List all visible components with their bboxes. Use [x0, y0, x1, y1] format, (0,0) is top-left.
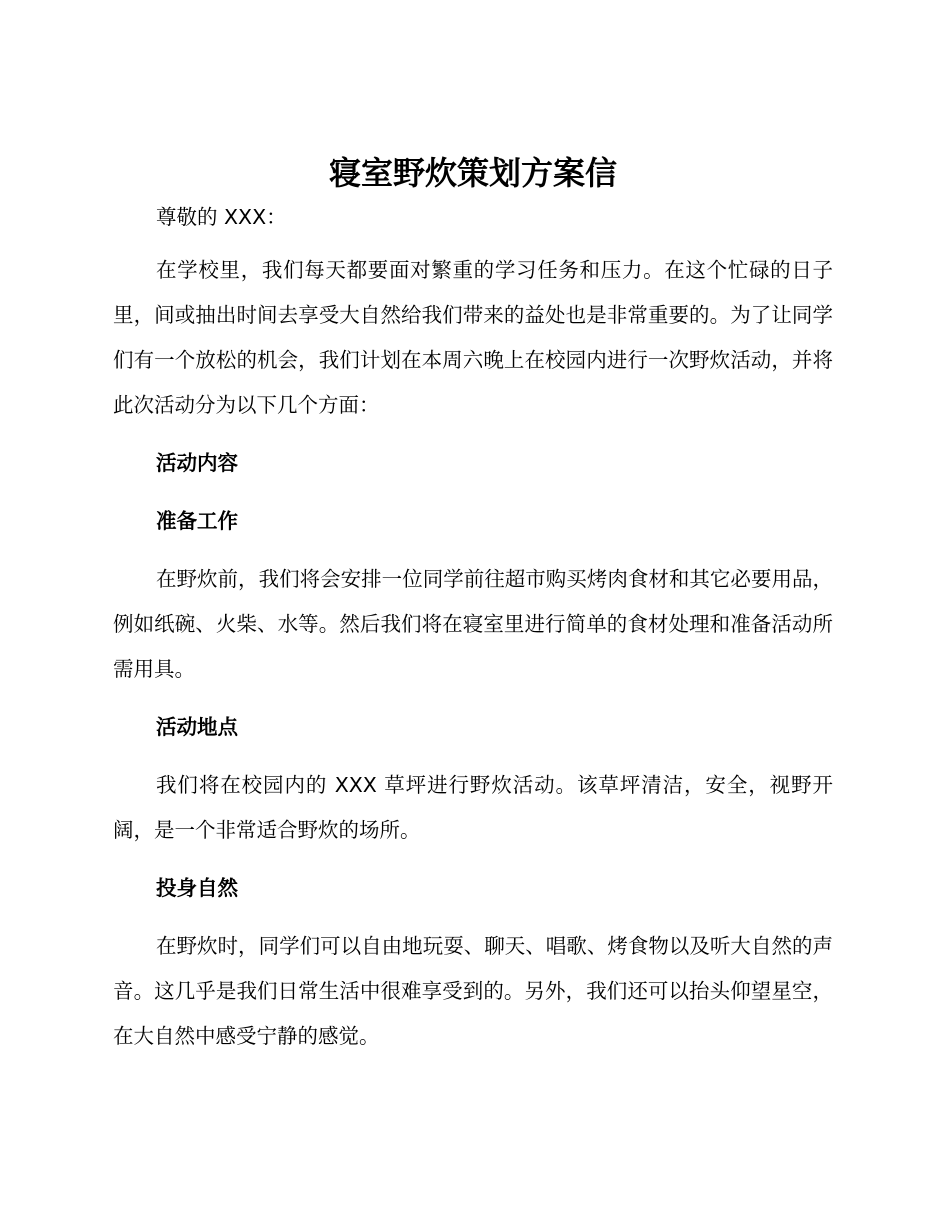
spacer	[113, 428, 833, 441]
section-body-location: 我们将在校园内的 XXX 草坪进行野炊活动。该草坪清洁，安全，视野开阔，是一个非常适合野炊的场所。	[113, 773, 833, 842]
spacer	[113, 853, 833, 866]
spacer	[113, 750, 833, 763]
spacer	[113, 486, 833, 499]
document-page	[113, 150, 833, 1059]
section-heading-preparation: 准备工作	[156, 509, 238, 533]
intro-paragraph: 在学校里，我们每天都要面对繁重的学习任务和压力。在这个忙碌的日子里，间或抽出时间去享受大自然给我们带来的益处也是非常重要的。为了让同学们有一个放松的机会，我们计划在本周六晚上在校园内进行一次野炊活动，并将此次活动分为以下几个方面：	[113, 258, 833, 417]
salutation: 尊敬的 XXX：	[156, 205, 287, 229]
section-heading-activity-content: 活动内容	[156, 451, 238, 475]
spacer	[113, 234, 833, 248]
section-body-nature: 在野炊时，同学们可以自由地玩耍、聊天、唱歌、烤食物以及听大自然的声音。这几乎是我们日常生活中很难享受到的。另外，我们还可以抬头仰望星空，在大自然中感受宁静的感觉。	[113, 934, 833, 1048]
spacer	[113, 692, 833, 705]
section-heading-location: 活动地点	[156, 715, 238, 739]
spacer	[113, 544, 833, 557]
section-body-preparation: 在野炊前，我们将会安排一位同学前往超市购买烤肉食材和其它必要用品，例如纸碗、火柴、水等。然后我们将在寝室里进行简单的食材处理和准备活动所需用具。	[113, 567, 833, 681]
section-heading-nature: 投身自然	[156, 876, 238, 900]
spacer	[113, 911, 833, 924]
document-title: 寝室野炊策划方案信	[328, 154, 617, 192]
